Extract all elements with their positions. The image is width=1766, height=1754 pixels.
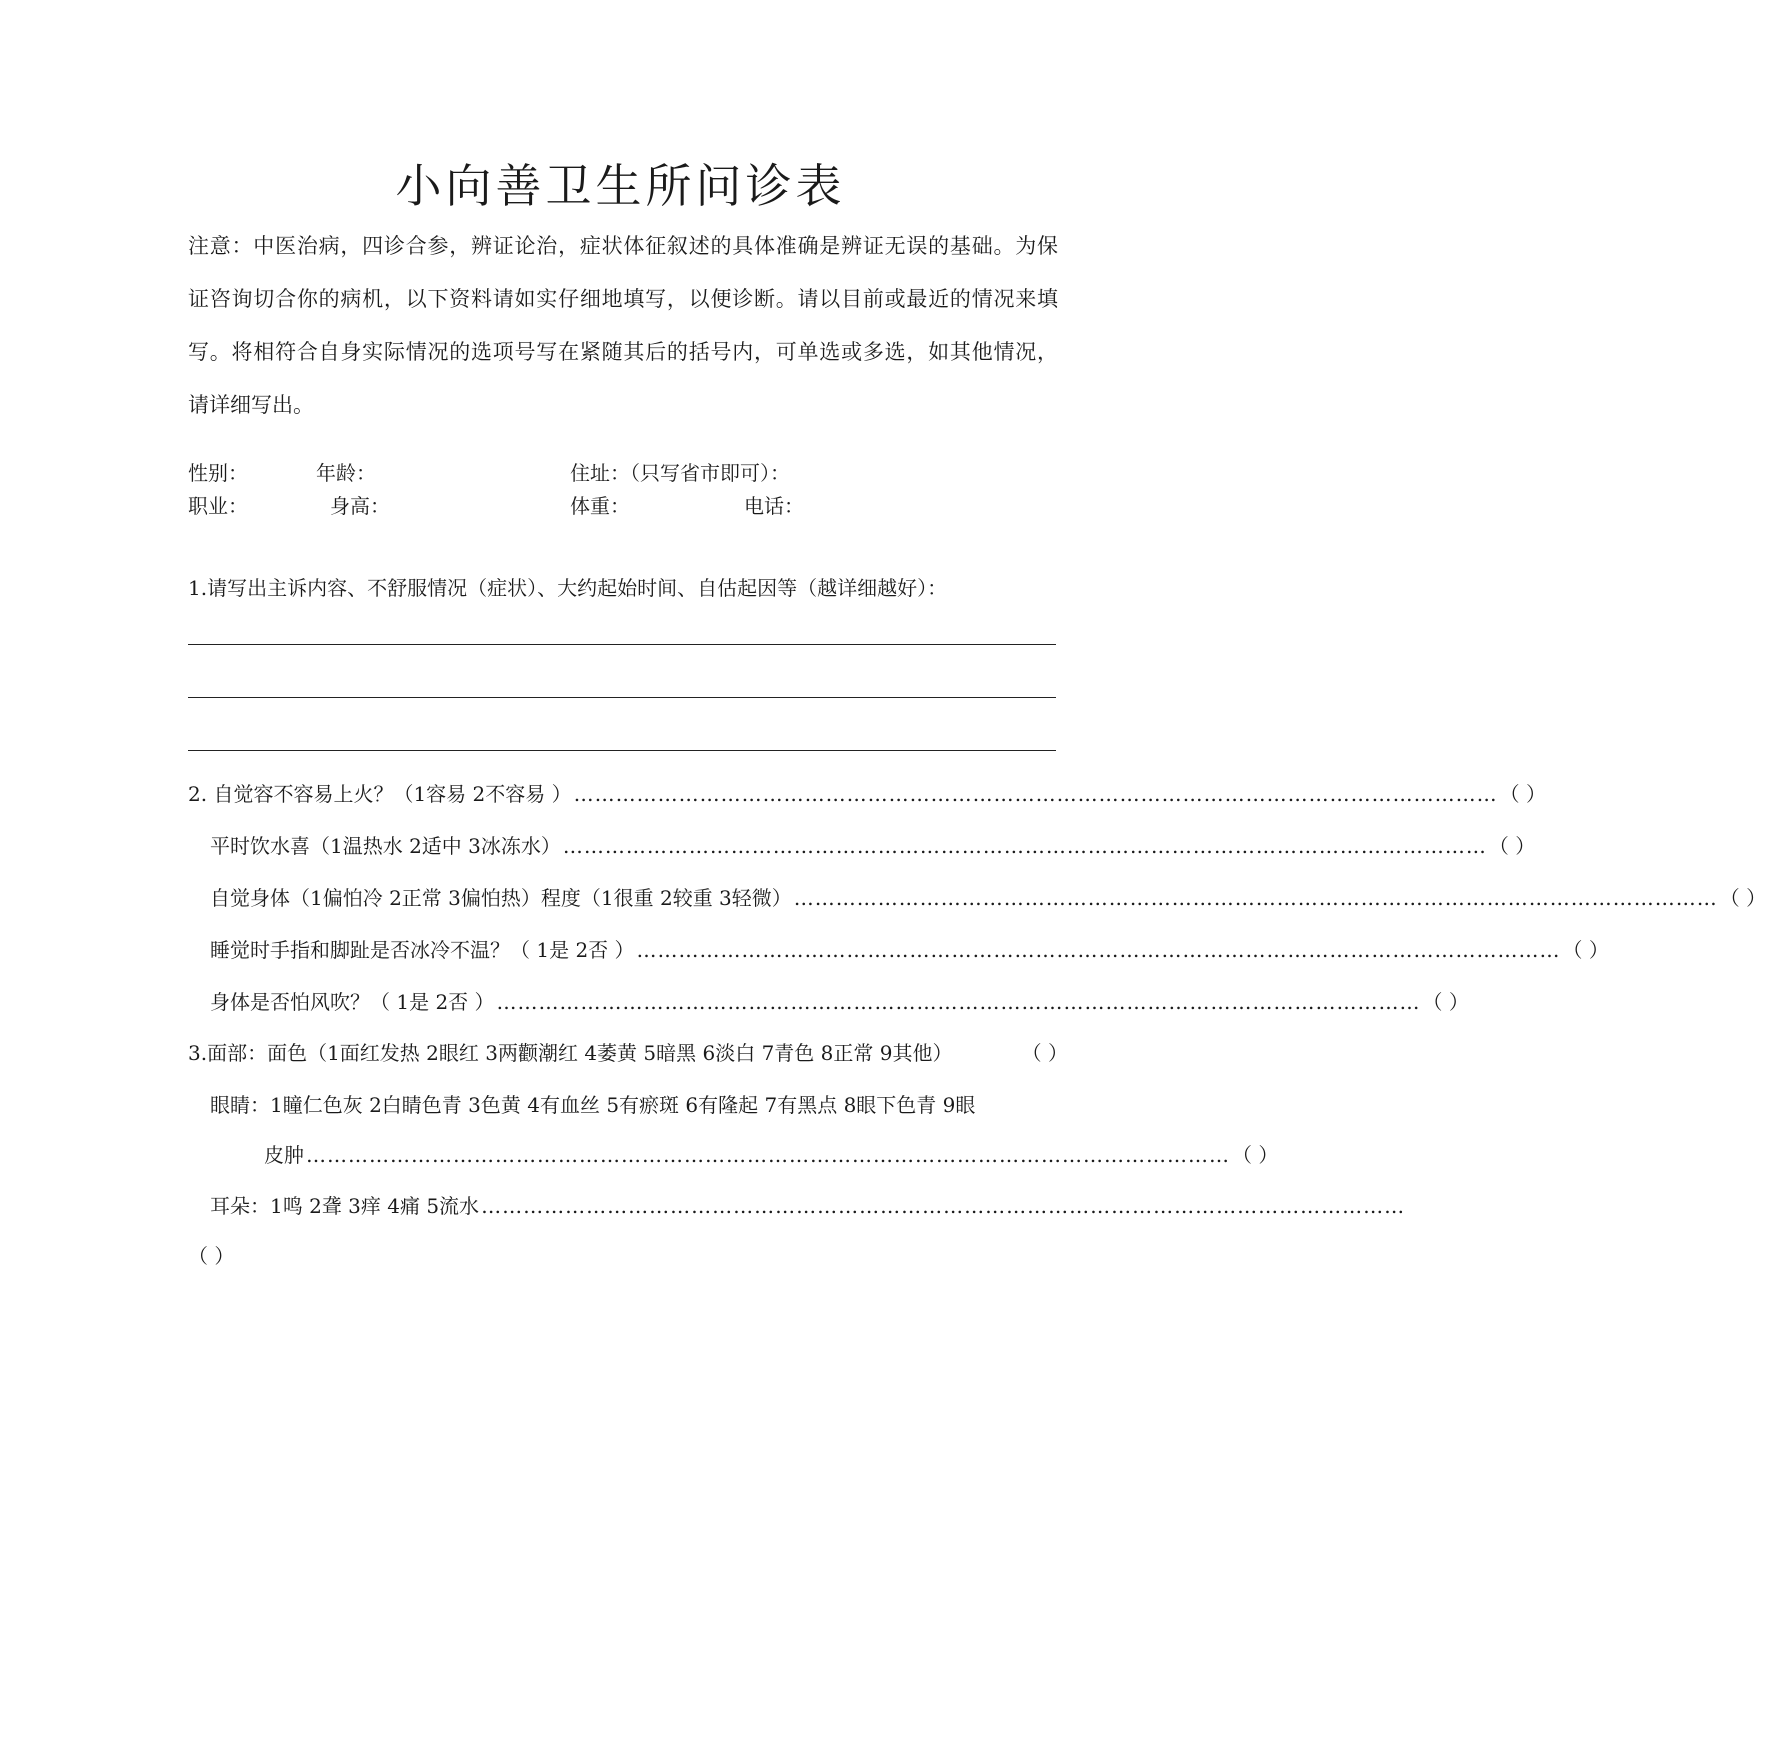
question-label: 3.面部：面色（1面红发热 2眼红 3两颧潮红 4萎黄 5暗黑 6淡白 7青色 8正常 9其他） [188, 1041, 953, 1065]
leader-dots: …………………………………………………………………………………………………………………… [496, 990, 1421, 1014]
question-2-cold-hands [210, 934, 1609, 963]
question-label: 自觉身体（1偏怕冷 2正常 3偏怕热）程度（1很重 2较重 3轻微） [210, 886, 792, 910]
question-2-water [210, 830, 1536, 859]
question-label: 2. 自觉容不容易上火？（1容易 2不容易 ） [188, 782, 572, 806]
leader-dots: …………………………………………………………………………………………………………………… [562, 834, 1487, 858]
address-field[interactable]: 住址：（只写省市即可）： [570, 461, 790, 485]
gender-field[interactable]: 性别： [188, 461, 248, 485]
question-2-wind [210, 986, 1469, 1015]
height-field[interactable]: 身高： [330, 494, 390, 518]
answer-paren[interactable]: （ ） [1562, 938, 1609, 962]
leader-dots: …………………………………………………………………………………………………………………… [573, 782, 1498, 806]
leader-dots: …………………………………………………………………………………………………………………… [481, 1194, 1406, 1218]
answer-line-2[interactable] [188, 697, 1056, 698]
age-field[interactable]: 年龄： [316, 461, 376, 485]
answer-paren[interactable]: （ ） [1488, 834, 1536, 858]
answer-paren[interactable]: （ ） [1021, 1041, 1068, 1065]
notice-line-1: 注意：中医治病，四诊合参，辨证论治，症状体征叙述的具体准确是辨证无误的基础。为保 [188, 234, 1058, 258]
weight-field[interactable]: 体重： [570, 494, 630, 518]
answer-line-1[interactable] [188, 644, 1056, 645]
answer-paren[interactable]: （ ） [1232, 1143, 1279, 1167]
question-2-fire [188, 778, 1546, 807]
notice-line-2: 证咨询切合你的病机，以下资料请如实仔细地填写，以便诊断。请以目前或最近的情况来填 [188, 287, 1058, 311]
question-label: 平时饮水喜（1温热水 2适中 3冰冻水） [210, 834, 561, 858]
question-3-face [188, 1037, 1068, 1066]
question-label: 睡觉时手指和脚趾是否冰冷不温？（ 1是 2否 ） [210, 938, 635, 962]
question-1-label: 1.请写出主诉内容、不舒服情况（症状）、大约起始时间、自估起因等（越详细越好）： [188, 576, 948, 600]
notice-line-4: 请详细写出。 [188, 393, 314, 417]
answer-line-3[interactable] [188, 750, 1056, 751]
leader-dots: …………………………………………………………………………………………………………………… [306, 1143, 1230, 1167]
answer-paren[interactable]: （ ） [1422, 990, 1469, 1014]
notice-line-3: 写。将相符合自身实际情况的选项号写在紧随其后的括号内，可单选或多选，如其他情况， [188, 340, 1058, 364]
question-3-eyes: 眼睛：1瞳仁色灰 2白睛色青 3色黄 4有血丝 5有瘀斑 6有隆起 7有黑点 8眼下色青 9眼 [210, 1093, 976, 1117]
question-label: 耳朵：1鸣 2聋 3痒 4痛 5流水 [210, 1194, 480, 1218]
question-2-body-temperature [210, 882, 1766, 911]
question-3-eyes-continued [264, 1139, 1279, 1168]
answer-paren[interactable]: （ ） [1499, 782, 1546, 806]
page-title: 小向善卫生所问诊表 [395, 159, 846, 213]
answer-paren[interactable]: （ ） [188, 1244, 235, 1268]
leader-dots: …………………………………………………………………………………………………………………… [793, 886, 1718, 910]
question-label: 身体是否怕风吹？（ 1是 2否 ） [210, 990, 495, 1014]
leader-dots: …………………………………………………………………………………………………………………… [636, 938, 1561, 962]
phone-field[interactable]: 电话： [744, 494, 804, 518]
occupation-field[interactable]: 职业： [188, 494, 248, 518]
answer-paren[interactable]: （ ） [1719, 886, 1766, 910]
question-3-ears [210, 1190, 1406, 1219]
question-label: 皮肿 [264, 1143, 304, 1167]
